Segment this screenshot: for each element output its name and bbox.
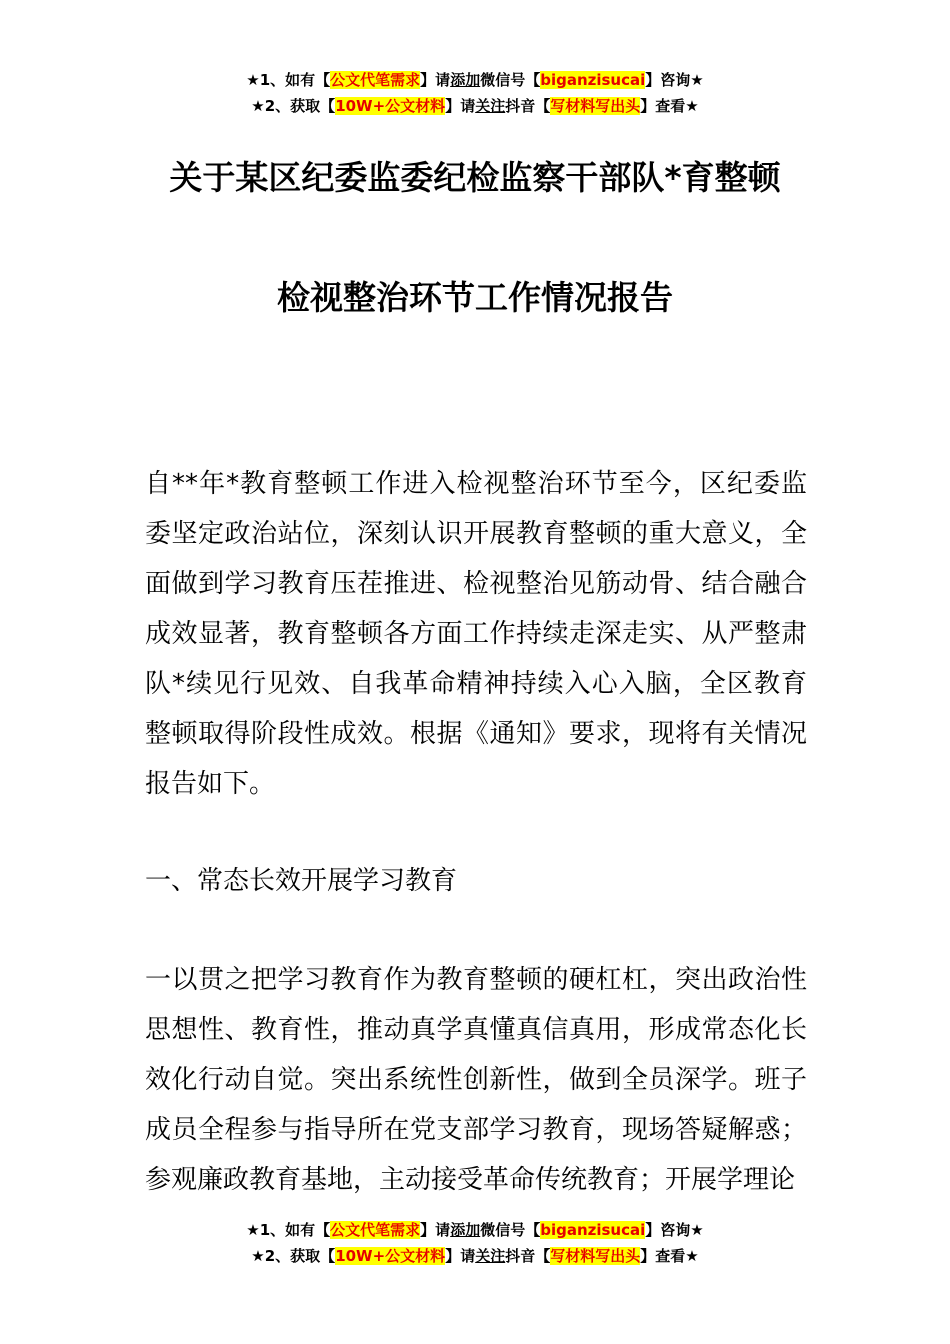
promo-text: 】咨询★: [645, 1221, 704, 1239]
promo-highlight: 公文代笔需求: [330, 1221, 421, 1239]
promo-text: ★1、如有【: [246, 71, 331, 89]
document-title-line-2: 检视整治环节工作情况报告: [277, 278, 673, 317]
section-heading-text: 一、常态长效开展学习教育: [145, 866, 458, 896]
promo-text: 】请: [420, 71, 451, 89]
promo-highlight: biganzisucai: [540, 1221, 646, 1239]
promo-text: 】请: [445, 1247, 476, 1265]
promo-text: ★2、获取【: [251, 97, 336, 115]
promo-text: 】请: [420, 1221, 451, 1239]
promo-highlight: 公文代笔需求: [330, 71, 421, 89]
promo-text: ★1、如有【: [246, 1221, 331, 1239]
promo-line-1: [0, 1217, 950, 1243]
promo-text: 微信号【: [480, 1221, 541, 1239]
promo-text: 抖音【: [505, 97, 551, 115]
document-title-line-1: 关于某区纪委监委纪检监察干部队*育整顿: [169, 158, 781, 197]
promo-underline: 添加: [450, 71, 481, 89]
bottom-promo-banner: [0, 1217, 950, 1269]
promo-line-1: [0, 67, 950, 93]
section-1-text: 一以贯之把学习教育作为教育整顿的硬杠杠，突出政治性思想性、教育性，推动真学真懂真信真用，形成常态化长效化行动自觉。突出系统性创新性，做到全员深学。班子成员全程参与指导所在党支部学习教育，现场答疑解惑；参观廉政教育基地，主动接受革命传统教育；开展学理论: [145, 965, 807, 1195]
promo-highlight: 写材料写出头: [550, 1247, 641, 1265]
promo-highlight: biganzisucai: [540, 71, 646, 89]
promo-highlight: 写材料写出头: [550, 97, 641, 115]
promo-text: 抖音【: [505, 1247, 551, 1265]
promo-text: ★2、获取【: [251, 1247, 336, 1265]
promo-underline: 添加: [450, 1221, 481, 1239]
section-1-paragraph: [145, 955, 807, 1205]
promo-text: 】咨询★: [645, 71, 704, 89]
promo-line-2: [0, 1243, 950, 1269]
promo-highlight: 10W+公文材料: [335, 97, 446, 115]
promo-underline: 关注: [475, 97, 506, 115]
top-promo-banner: [0, 67, 950, 119]
section-heading-1: [145, 856, 807, 906]
promo-text: 】请: [445, 97, 476, 115]
intro-text: 自**年*教育整顿工作进入检视整治环节至今，区纪委监委坚定政治站位，深刻认识开展教育整顿的重大意义，全面做到学习教育压茬推进、检视整治见筋动骨、结合融合成效显著，教育整顿各方面工作持续走深走实、从严整肃队*续见行见效、自我革命精神持续入心入脑，全区教育整顿取得阶段性成效。根据《通知》要求，现将有关情况报告如下。: [145, 469, 807, 799]
promo-underline: 关注: [475, 1247, 506, 1265]
promo-text: 】查看★: [640, 1247, 699, 1265]
promo-text: 微信号【: [480, 71, 541, 89]
intro-paragraph: [145, 459, 807, 809]
promo-line-2: [0, 93, 950, 119]
promo-text: 】查看★: [640, 97, 699, 115]
promo-highlight: 10W+公文材料: [335, 1247, 446, 1265]
